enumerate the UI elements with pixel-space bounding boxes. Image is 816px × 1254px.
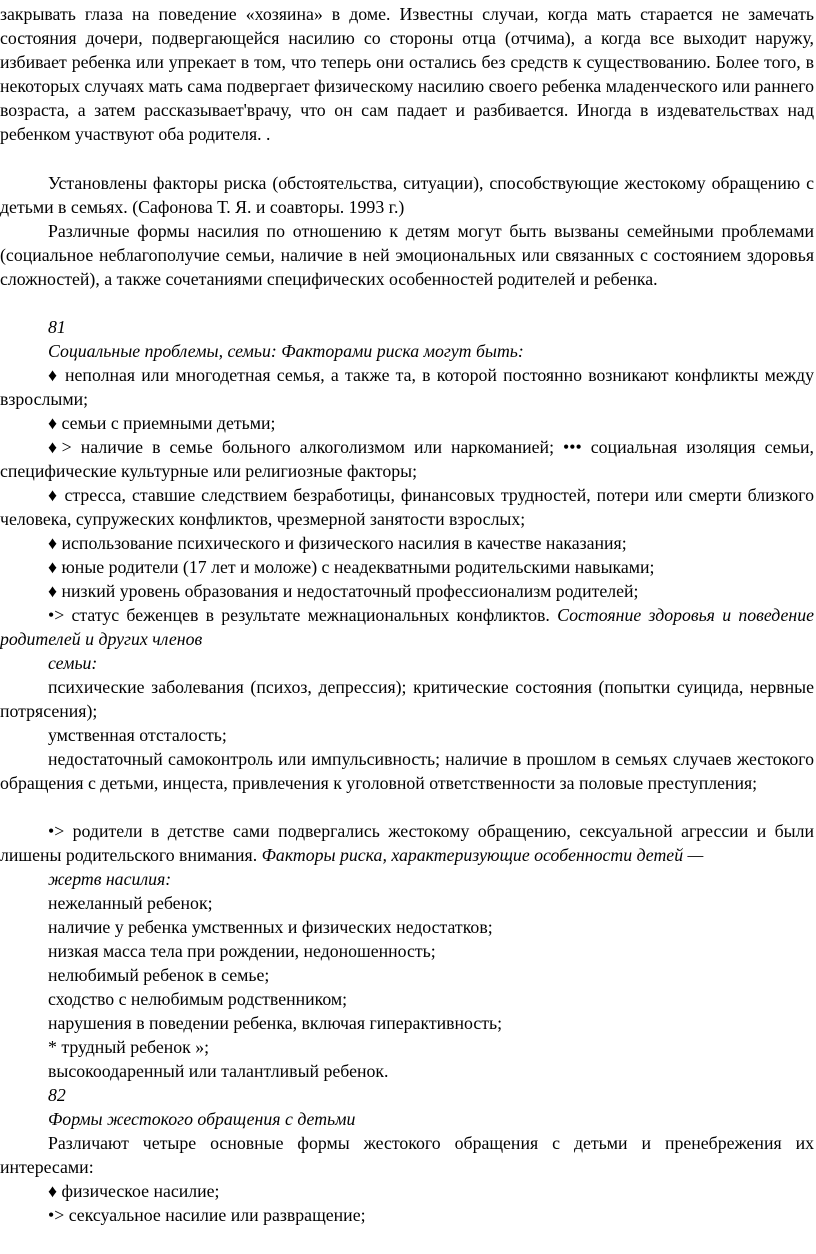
- list-item-sexual-abuse: •> сексуальное насилие или развращение;: [48, 1205, 366, 1225]
- heading-family: семьи:: [48, 653, 98, 673]
- list-item-low-birth-weight: низкая масса тела при рождении, недоношенность;: [48, 941, 436, 961]
- list-item-unloved-child: нелюбимый ребенок в семье;: [48, 965, 270, 985]
- list-item-stress: ♦ стресса, ставшие следствием безработицы, финансовых трудностей, потери или смерти близкого человека, супружеских конфликтов, чрезмерной занятости взрослых;: [0, 485, 814, 530]
- paragraph-mental-retardation: умственная отсталость;: [48, 725, 227, 745]
- paragraph-self-control: недостаточный самоконтроль или импульсивность; наличие в прошлом в семьях случаев жестокого обращения с детьми, инцеста, привлечения к уголовной ответственности за половые преступления;: [0, 749, 814, 794]
- heading-victims: жертв насилия:: [48, 869, 172, 889]
- list-item-unwanted-child: нежеланный ребенок;: [48, 893, 213, 913]
- list-item-physical-abuse: ♦ физическое насилие;: [48, 1181, 220, 1201]
- page-number-81: 81: [48, 317, 66, 337]
- paragraph-violence-forms: Различные формы насилия по отношению к детям могут быть вызваны семейными проблемами (социальное неблагополучие семьи, наличие в ней эмоциональных или связанных с состоянием здоровья сложностей), а также сочетаниями специфических особенностей родителей и ребенка.: [0, 221, 814, 290]
- list-item-behavior-disorders: нарушения в поведении ребенка, включая гиперактивность;: [48, 1013, 503, 1033]
- parents-abused-text: •> родители в детстве сами подвергались жестокому обращению, сексуальной агрессии и были лишены родительского внимания.: [0, 821, 814, 866]
- list-item-gifted-child: высокоодаренный или талантливый ребенок.: [48, 1061, 389, 1081]
- heading-abuse-forms: Формы жестокого обращения с детьми: [48, 1109, 356, 1129]
- list-item-young-parents: ♦ юные родители (17 лет и моложе) с неадекватными родительскими навыками;: [48, 557, 655, 577]
- heading-health-behavior: Состояние здоровья и поведение родителей и других членов: [0, 605, 814, 650]
- list-item-punishment: ♦ использование психического и физического насилия в качестве наказания;: [48, 533, 627, 553]
- refugee-status-text: •> статус беженцев в результате межнациональных конфликтов.: [48, 605, 550, 625]
- paragraph-four-forms: Различают четыре основные формы жестокого обращения с детьми и пренебрежения их интересами:: [0, 1133, 814, 1178]
- list-item-adopted-children: ♦ семьи с приемными детьми;: [48, 413, 276, 433]
- list-item-disabilities: наличие у ребенка умственных и физических недостатков;: [48, 917, 493, 937]
- list-item-resemblance: сходство с нелюбимым родственником;: [48, 989, 348, 1009]
- list-item-alcoholism: ♦> наличие в семье больного алкоголизмом или наркоманией; ••• социальная изоляция семьи, специфические культурные или религиозные факторы;: [0, 437, 814, 482]
- paragraph-risk-factors: Установлены факторы риска (обстоятельства, ситуации), способствующие жестокому обращению с детьми в семьях. (Сафонова Т. Я. и соавторы. 1993 г.): [0, 173, 814, 218]
- list-item-incomplete-family: ♦ неполная или многодетная семья, а также та, в которой постоянно возникают конфликты между взрослыми;: [0, 365, 814, 410]
- list-item-low-education: ♦ низкий уровень образования и недостаточный профессионализм родителей;: [48, 581, 639, 601]
- list-item-difficult-child: * трудный ребенок »;: [48, 1037, 210, 1057]
- heading-child-risk-factors: Факторы риска, характеризующие особенности детей —: [261, 845, 704, 866]
- list-item-refugees: [0, 603, 814, 651]
- paragraph-parents-childhood: [0, 819, 814, 867]
- heading-social-problems: Социальные проблемы, семьи: Факторами риска могут быть:: [48, 341, 524, 361]
- page-number-82: 82: [48, 1085, 66, 1105]
- paragraph-intro: закрывать глаза на поведение «хозяина» в доме. Известны случаи, когда мать старается не замечать состояния дочери, подвергающейся насилию со стороны отца (отчима), а когда все выходит наружу, избивает ребенка или упрекает в том, что теперь они остались без средств к существованию. Более того, в некоторых случаях мать сама подвергает физическому насилию своего ребенка младенческого или раннего возраста, а затем рассказывает'врачу, что он сам падает и разбивается. Иногда в издевательствах над ребенком участвуют оба родителя. .: [0, 4, 814, 145]
- paragraph-mental-illness: психические заболевания (психоз, депрессия); критические состояния (попытки суицида, нервные потрясения);: [0, 677, 814, 722]
